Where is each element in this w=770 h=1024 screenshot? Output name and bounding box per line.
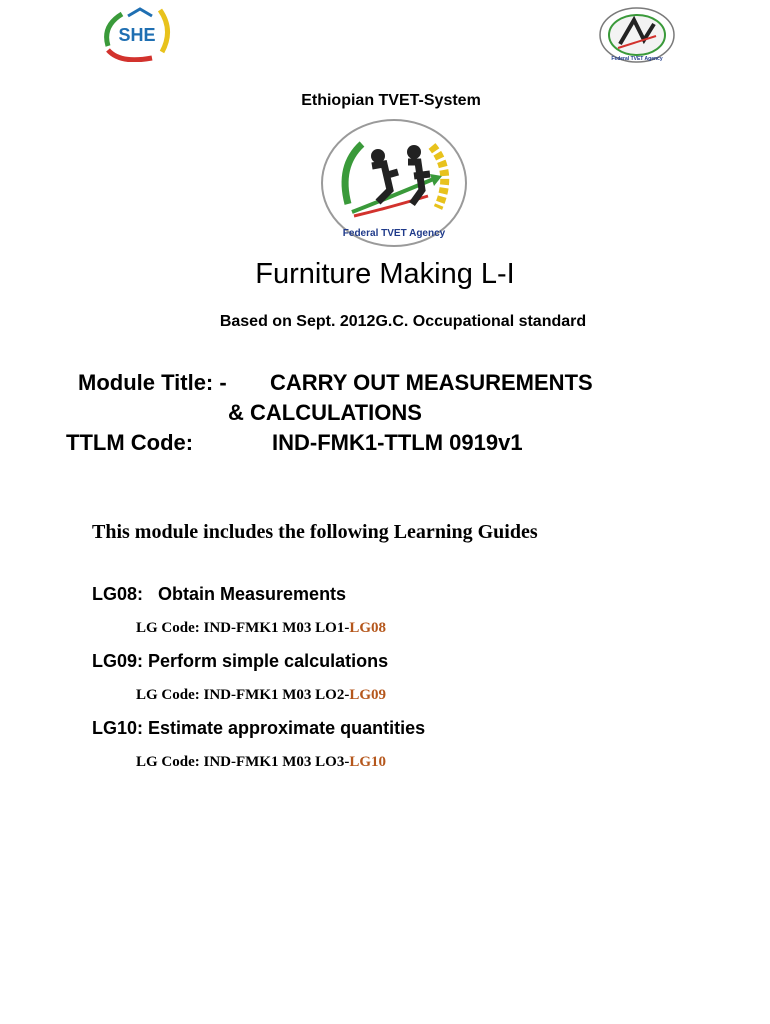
course-title: Furniture Making L-I <box>255 258 515 290</box>
lg-title: LG08: Obtain Measurements <box>92 584 347 604</box>
she-logo <box>100 6 174 62</box>
svg-text:SHE: SHE <box>118 25 156 45</box>
module-title-label: Module Title: - <box>78 370 227 395</box>
module-title-line2: & CALCULATIONS <box>228 400 422 425</box>
ttlm-code-value: IND-FMK1-TTLM 0919v1 <box>272 430 523 455</box>
lg-code: LG Code: IND-FMK1 M03 LO3-LG10 <box>136 754 386 770</box>
lg-code-accent: LG10 <box>349 754 386 770</box>
lg-code-accent: LG09 <box>349 687 386 703</box>
occupational-standard: Based on Sept. 2012G.C. Occupational standard <box>219 313 587 330</box>
lg-code-accent: LG08 <box>349 620 386 636</box>
lg-code: LG Code: IND-FMK1 M03 LO2-LG09 <box>136 687 386 703</box>
svg-text:Federal TVET Agency: Federal TVET Agency <box>342 228 446 239</box>
ttlm-code-label: TTLM Code: <box>66 430 194 455</box>
agency-logo-small <box>598 6 676 64</box>
lg-title: LG10: Estimate approximate quantities <box>92 718 426 738</box>
lg-code: LG Code: IND-FMK1 M03 LO1-LG08 <box>136 620 386 636</box>
federal-tvet-agency-emblem <box>318 116 470 250</box>
learning-guides-intro: This module includes the following Learning Guides <box>92 521 538 543</box>
svg-text:Federal TVET Agency: Federal TVET Agency <box>611 56 663 62</box>
module-title-line1: CARRY OUT MEASUREMENTS <box>270 370 593 395</box>
system-title: Ethiopian TVET-System <box>301 92 481 109</box>
lg-title: LG09: Perform simple calculations <box>92 651 389 671</box>
